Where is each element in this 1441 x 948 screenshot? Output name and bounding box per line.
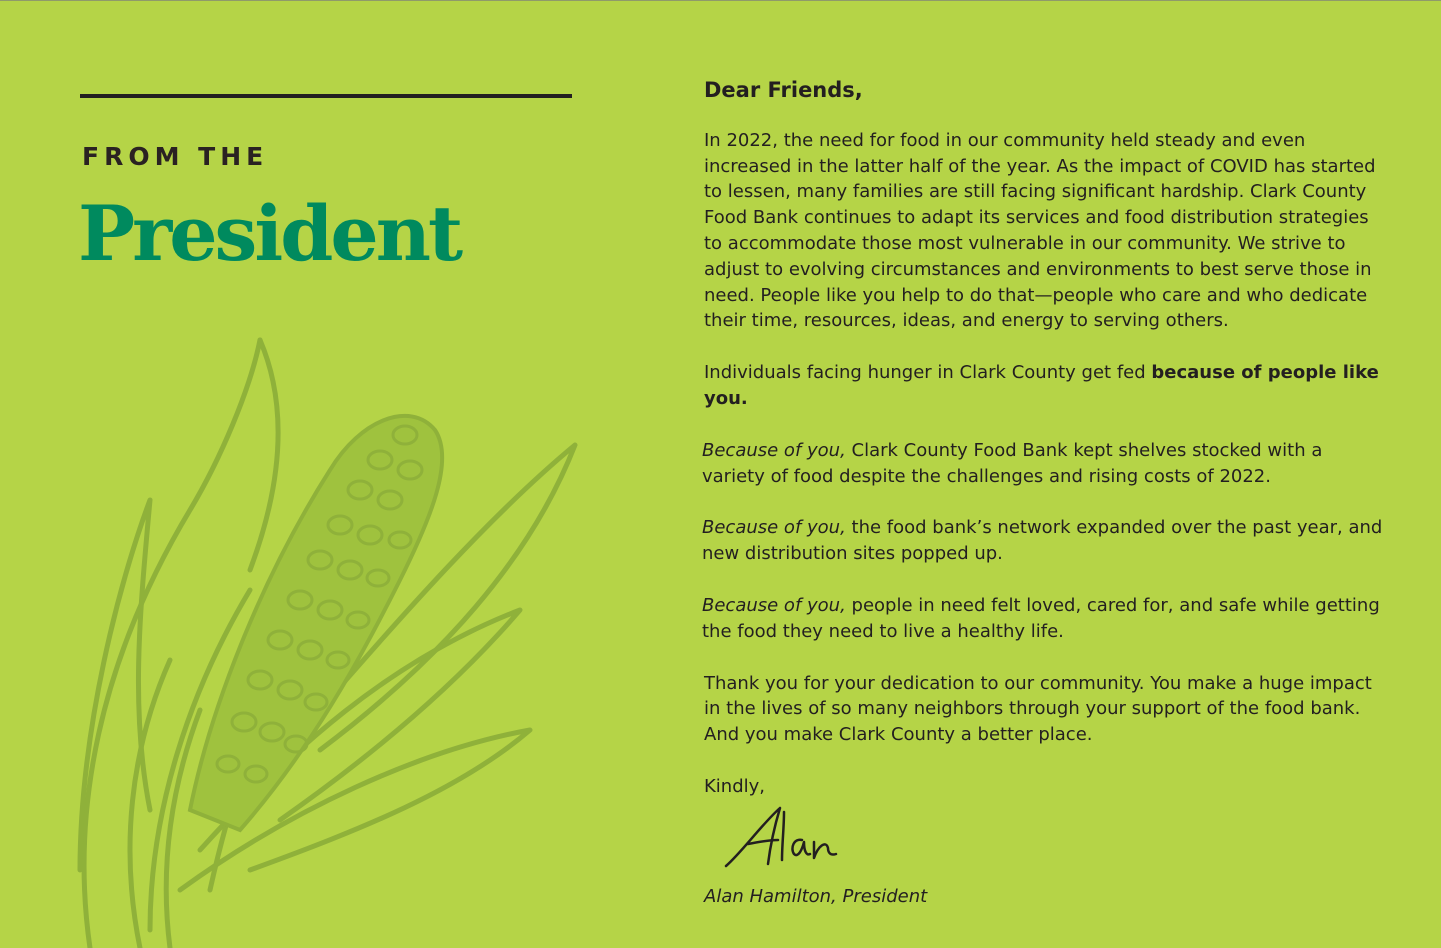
letter-paragraph-need: In 2022, the need for food in our community held steady and even increased in the latter half of the year. As the impact of COVID has started to lessen, many families are still facing significant hardship. Clark County Food Bank continues to adapt its services and food distribution strategies to accommodate those most vulnerable in our community. We strive to adjust to evolving circumstances and environments to best serve those in need. People like you help to do that—people who care and who dedicate their time, resources, ideas, and energy to serving others. [704,129,1376,332]
because-lead-1: Because of you, [702,439,846,461]
corn-illustration-icon [60,330,600,948]
signer-name: Alan Hamilton, President [704,885,928,907]
top-edge-line [0,0,1441,1]
signature-image [722,804,842,874]
header-rule [80,94,572,98]
because-paragraph-3 [702,593,1384,645]
because-text-1: Clark County Food Bank kept shelves stocked with a variety of food despite the challenges and rising costs of 2022. [702,439,1323,487]
hunger-emphasis-text: because of people like you. [704,362,1379,409]
header-kicker: FROM THE [82,142,269,171]
because-lead-2: Because of you, [702,517,846,539]
page-title: President [78,189,461,278]
because-lead-3: Because of you, [702,594,846,616]
letter-paragraph-thanks: Thank you for your dedication to our community. You make a huge impact in the lives of so many neighbors through your support of the food bank. And you make Clark County a better place. [704,672,1372,746]
letter-closing: Kindly, [704,775,766,797]
letter-greeting: Dear Friends, [704,78,863,102]
hunger-lead-text: Individuals facing hunger in Clark County get fed [704,362,1152,384]
because-paragraph-1 [702,438,1384,490]
because-text-3: people in need felt loved, cared for, and safe while getting the food they need to live a healthy life. [702,594,1380,642]
because-paragraph-2 [702,515,1384,567]
because-text-2: the food bank’s network expanded over the past year, and new distribution sites popped up. [702,517,1383,565]
letter-body [704,78,1384,910]
letter-paragraph-hunger [704,360,1384,412]
